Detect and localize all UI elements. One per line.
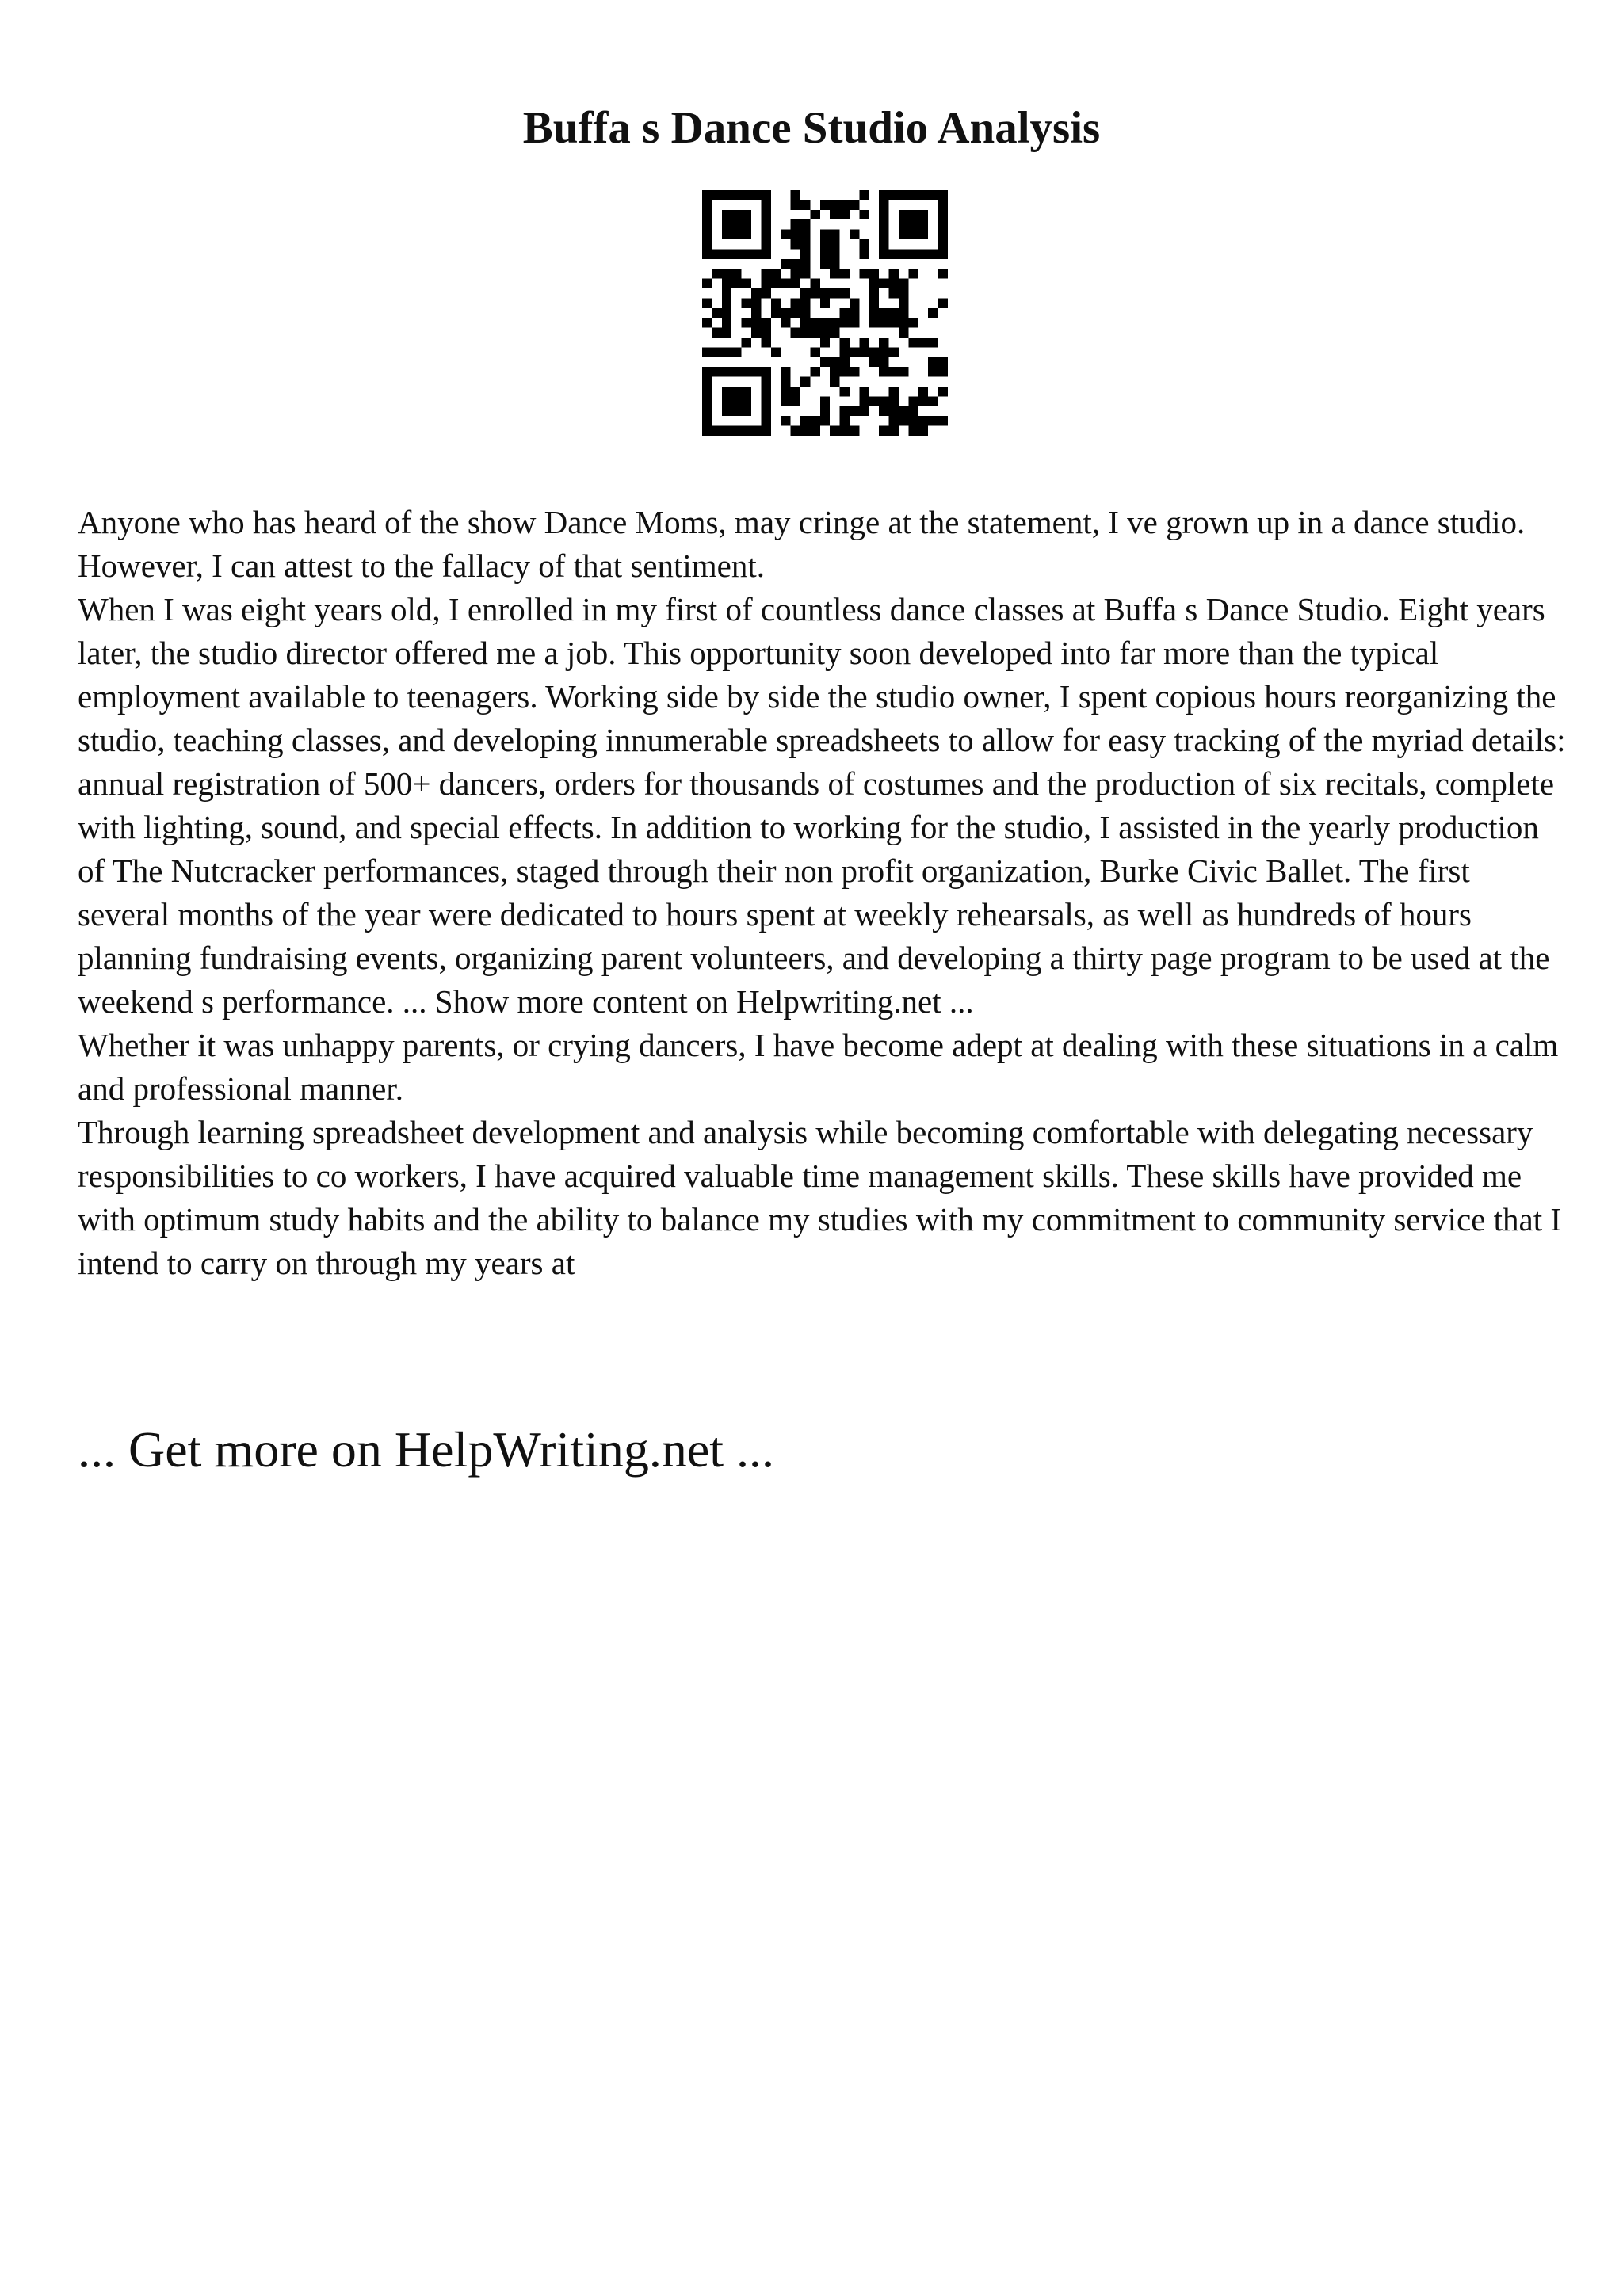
document-title: Buffa s Dance Studio Analysis [522,103,1101,153]
get-more-link[interactable]: ... Get more on HelpWriting.net ... [78,1421,774,1478]
paragraph-intro: Anyone who has heard of the show Dance Moms, may cringe at the statement, I ve grown up in a dance studio. However, I can attest to the fallacy of that sentiment. [78,504,1526,584]
document-body [78,501,1568,1285]
qr-code-icon [702,190,948,436]
paragraph-experience: When I was eight years old, I enrolled in my first of countless dance classes at Buffa s Dance Studio. Eight years later, the studio director offered me a job. This opportunity soon developed into far more than the typical employment available to teenagers. Working side by side the studio owner, I spent copious hours reorganizing the studio, teaching classes, and developing innumerable spreadsheets to allow for easy tracking of the myriad details: annual registration of 500+ dancers, orders for thousands of costumes and the production of six recitals, complete with lighting, sound, and special effects. In addition to working for the studio, I assisted in the yearly production of The Nutcracker performances, staged through their non profit organization, Burke Civic Ballet. The first several months of the year were dedicated to hours spent at weekly rehearsals, as well as hundreds of hours planning fundraising events, organizing parent volunteers, and developing a thirty page program to be used at the weekend s performance. ... Show more content on Helpwriting.net ... [78,591,1566,1020]
paragraph-conflict: Whether it was unhappy parents, or crying dancers, I have become adept at dealing with these situations in a calm and professional manner. [78,1027,1559,1107]
paragraph-skills: Through learning spreadsheet development and analysis while becoming comfortable with delegating necessary responsibilities to co workers, I have acquired valuable time management skills. These skills have provided me with optimum study habits and the ability to balance my studies with my commitment to community service that I intend to carry on through my years at [78,1114,1562,1281]
